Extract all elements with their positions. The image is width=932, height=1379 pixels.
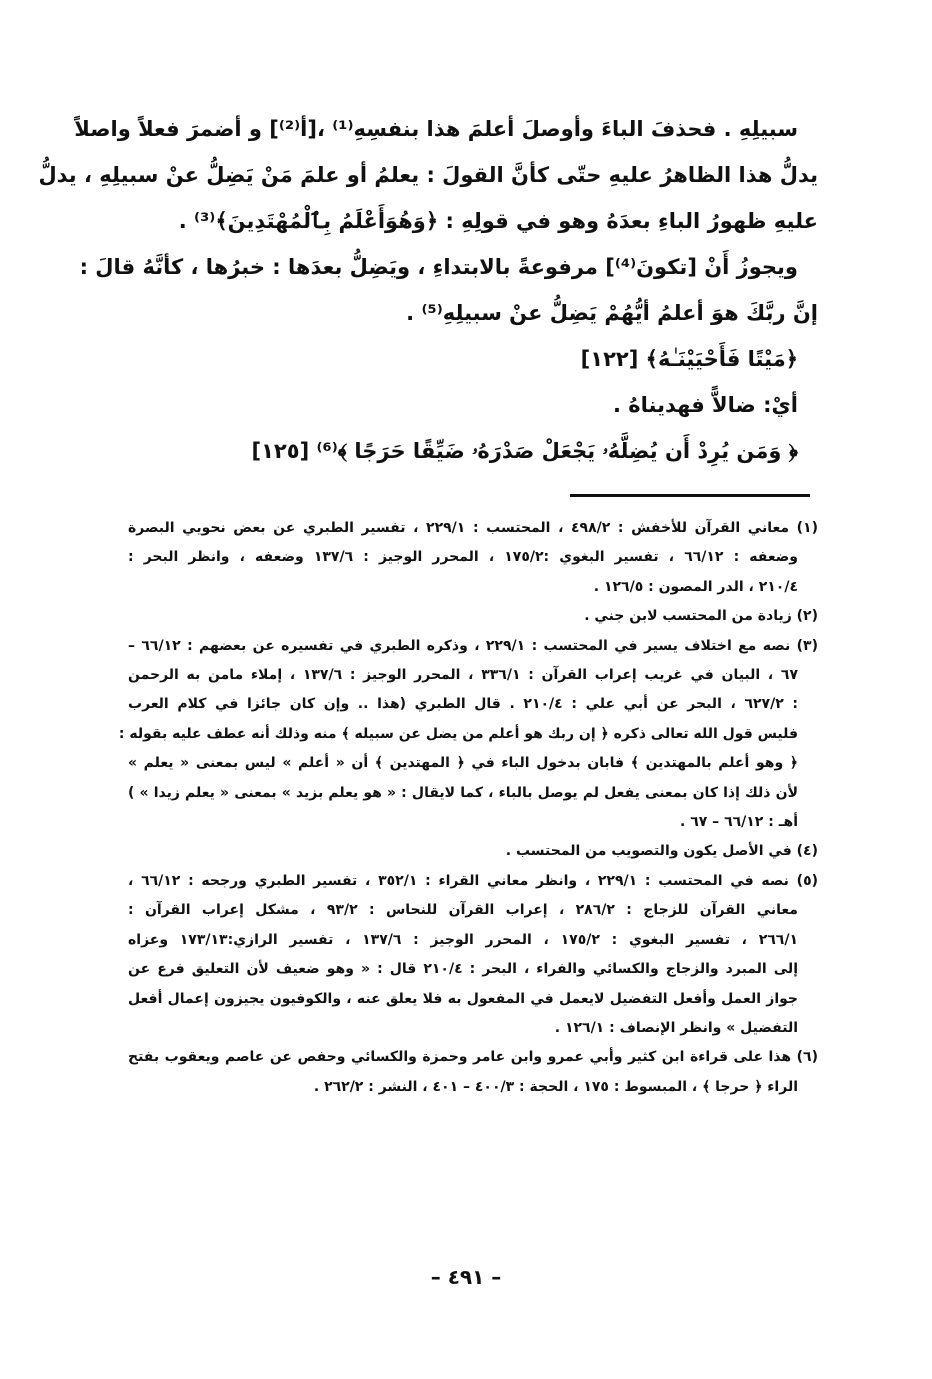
footnotes bbox=[118, 514, 819, 1102]
footnote-line: أهـ : ٦٦/١٢ – ٦٧ . bbox=[680, 814, 798, 831]
page-number: – ٤٩١ – bbox=[430, 1265, 502, 1289]
body-line: عليهِ ظهورُ الباءِ بعدَهُ وهو في قولِهِ : ﴿وَهُوَأَعْلَمُ بِٱلْمُهْتَدِينَ﴾⁽³⁾ . bbox=[178, 209, 818, 233]
footnote-line: : ٦٢٧/٢ ، البحر عن أبي علي : ٢١٠/٤ . قال الطبري (هذا .. وإن كان جائزا في كلام العرب bbox=[128, 696, 798, 713]
footnote-line: إلى المبرد والزجاج والكسائي والفراء ، البحر : ٢١٠/٤ قال : « وهو ضعيف لأن التعليق فرع عن bbox=[128, 961, 798, 978]
body-line: سبيلِهِ . فحذفَ الباءَ وأوصلَ أعلمَ هذا بنفسِهِ⁽¹⁾ ،[أ⁽²⁾] و أضمرَ فعلاً واصلاً bbox=[74, 117, 798, 141]
footnote-line: (٦) هذا على قراءة ابن كثير وأبي عمرو وابن عامر وحمزة والكسائي وحفص عن عاصم ويعقوب بفتح bbox=[128, 1049, 818, 1066]
footnote-line: (٤) في الأصل يكون والتصويب من المحتسب . bbox=[505, 843, 818, 860]
footnote-line: جواز العمل وأفعل التفضيل لايعمل في المفعول به فلا يعلق عنه ، والكوفيون يجيزون إعمال أفعل bbox=[128, 990, 798, 1007]
footnote-line: (٥) نصه في المحتسب : ٢٢٩/١ ، وانظر معاني القراء : ٣٥٢/١ ، تفسير الطبري ورجحه : ٦٦/١٢ ، bbox=[128, 872, 819, 889]
footnote-line: معاني القرآن للزجاج : ٢٨٦/٢ ، إعراب القرآن للنحاس : ٩٣/٢ ، مشكل إعراب القرآن : bbox=[128, 902, 798, 919]
quran-verse: ﴿مَيْتًا فَأَحْيَيْنَـٰهُ﴾ [١٢٢] bbox=[580, 347, 798, 371]
footnote-line: (٢) زيادة من المحتسب لابن جني . bbox=[584, 608, 818, 625]
footnote-line: (٣) نصه مع اختلاف يسير في المحتسب : ٢٢٩/١ ، وذكره الطبري في تفسيره عن بعضهم : ٦٦/١٢ – bbox=[128, 637, 818, 654]
body-line: أيْ: ضالاًّ فهديناهُ . bbox=[612, 393, 798, 417]
footnote-line: وضعفه : ٦٦/١٢ ، تفسير البغوي :١٧٥/٢ ، المحرر الوجيز : ١٣٧/٦ وضعفه ، وانظر البحر : bbox=[128, 549, 798, 566]
footnote-line: ﴿ وهو أعلم بالمهتدين ﴾ فابان بدخول الباء في ﴿ المهتدين ﴾ أن « أعلم » ليس بمعنى « يعلم » bbox=[128, 755, 798, 772]
footnote-line: لأن ذلك إذا كان بمعنى يفعل لم يوصل بالباء ، كما لايقال : « هو يعلم بزيد » بمعنى « يعلم زيدا » ) bbox=[128, 784, 798, 801]
footnote-line: (١) معاني القرآن للأخفش : ٤٩٨/٢ ، المحتسب : ٢٢٩/١ ، تفسير الطبري عن بعض نحويي البصرة bbox=[128, 520, 818, 536]
quran-verse: ﴿ وَمَن يُرِدْ أَن يُضِلَّهُۥ يَجْعَلْ صَدْرَهُۥ ضَيِّقًا حَرَجًا ﴾⁽⁶⁾ [١٢٥] bbox=[251, 439, 798, 463]
main-text bbox=[38, 106, 818, 474]
footnote-line: التفضيل » وانظر الإنصاف : ١٢٦/١ . bbox=[554, 1019, 798, 1036]
footnote-line: فليس قول الله تعالى ذكره ﴿ إن ربك هو أعلم من يضل عن سبيله ﴾ منه وذلك أنه عطف عليه بقوله : bbox=[118, 725, 798, 742]
footnote-line: ٢٦٦/١ ، تفسير البغوي : ١٧٥/٢ ، المحرر الوجيز : ١٣٧/٦ ، تفسير الرازي:١٧٣/١٣ وعزاه bbox=[128, 931, 798, 948]
footnote-line: ٦٧ ، البيان في غريب إعراب القرآن : ٣٣٦/١ ، المحرر الوجيز : ١٣٧/٦ ، إملاء مامن به الرحمن bbox=[128, 667, 798, 684]
footnote-line: الراء ﴿ حرجا ﴾ ، المبسوط : ١٧٥ ، الحجة : ٤٠٠/٣ – ٤٠١ ، النشر : ٢٦٢/٢ . bbox=[313, 1078, 798, 1095]
footnote-separator bbox=[570, 494, 810, 497]
body-line: ويجوزُ أَنْ [تكونَ⁽⁴⁾] مرفوعةً بالابتداءِ ، ويَضِلُّ بعدَها : خبرُها ، كأنَّهُ قالَ : bbox=[79, 255, 798, 279]
body-line: إنَّ ربَّكَ هوَ أعلمُ أيُّهُمْ يَضِلُّ عنْ سبيلِهِ⁽⁵⁾ . bbox=[406, 301, 818, 325]
footnote-line: ٢١٠/٤ ، الدر المصون : ١٢٦/٥ . bbox=[593, 578, 798, 595]
body-line: يدلُّ هذا الظاهرُ عليهِ حتّى كأنَّ القولَ : يعلمُ أو علمَ مَنْ يَضِلُّ عنْ سبيلِهِ ، يدلُّ bbox=[38, 163, 818, 187]
